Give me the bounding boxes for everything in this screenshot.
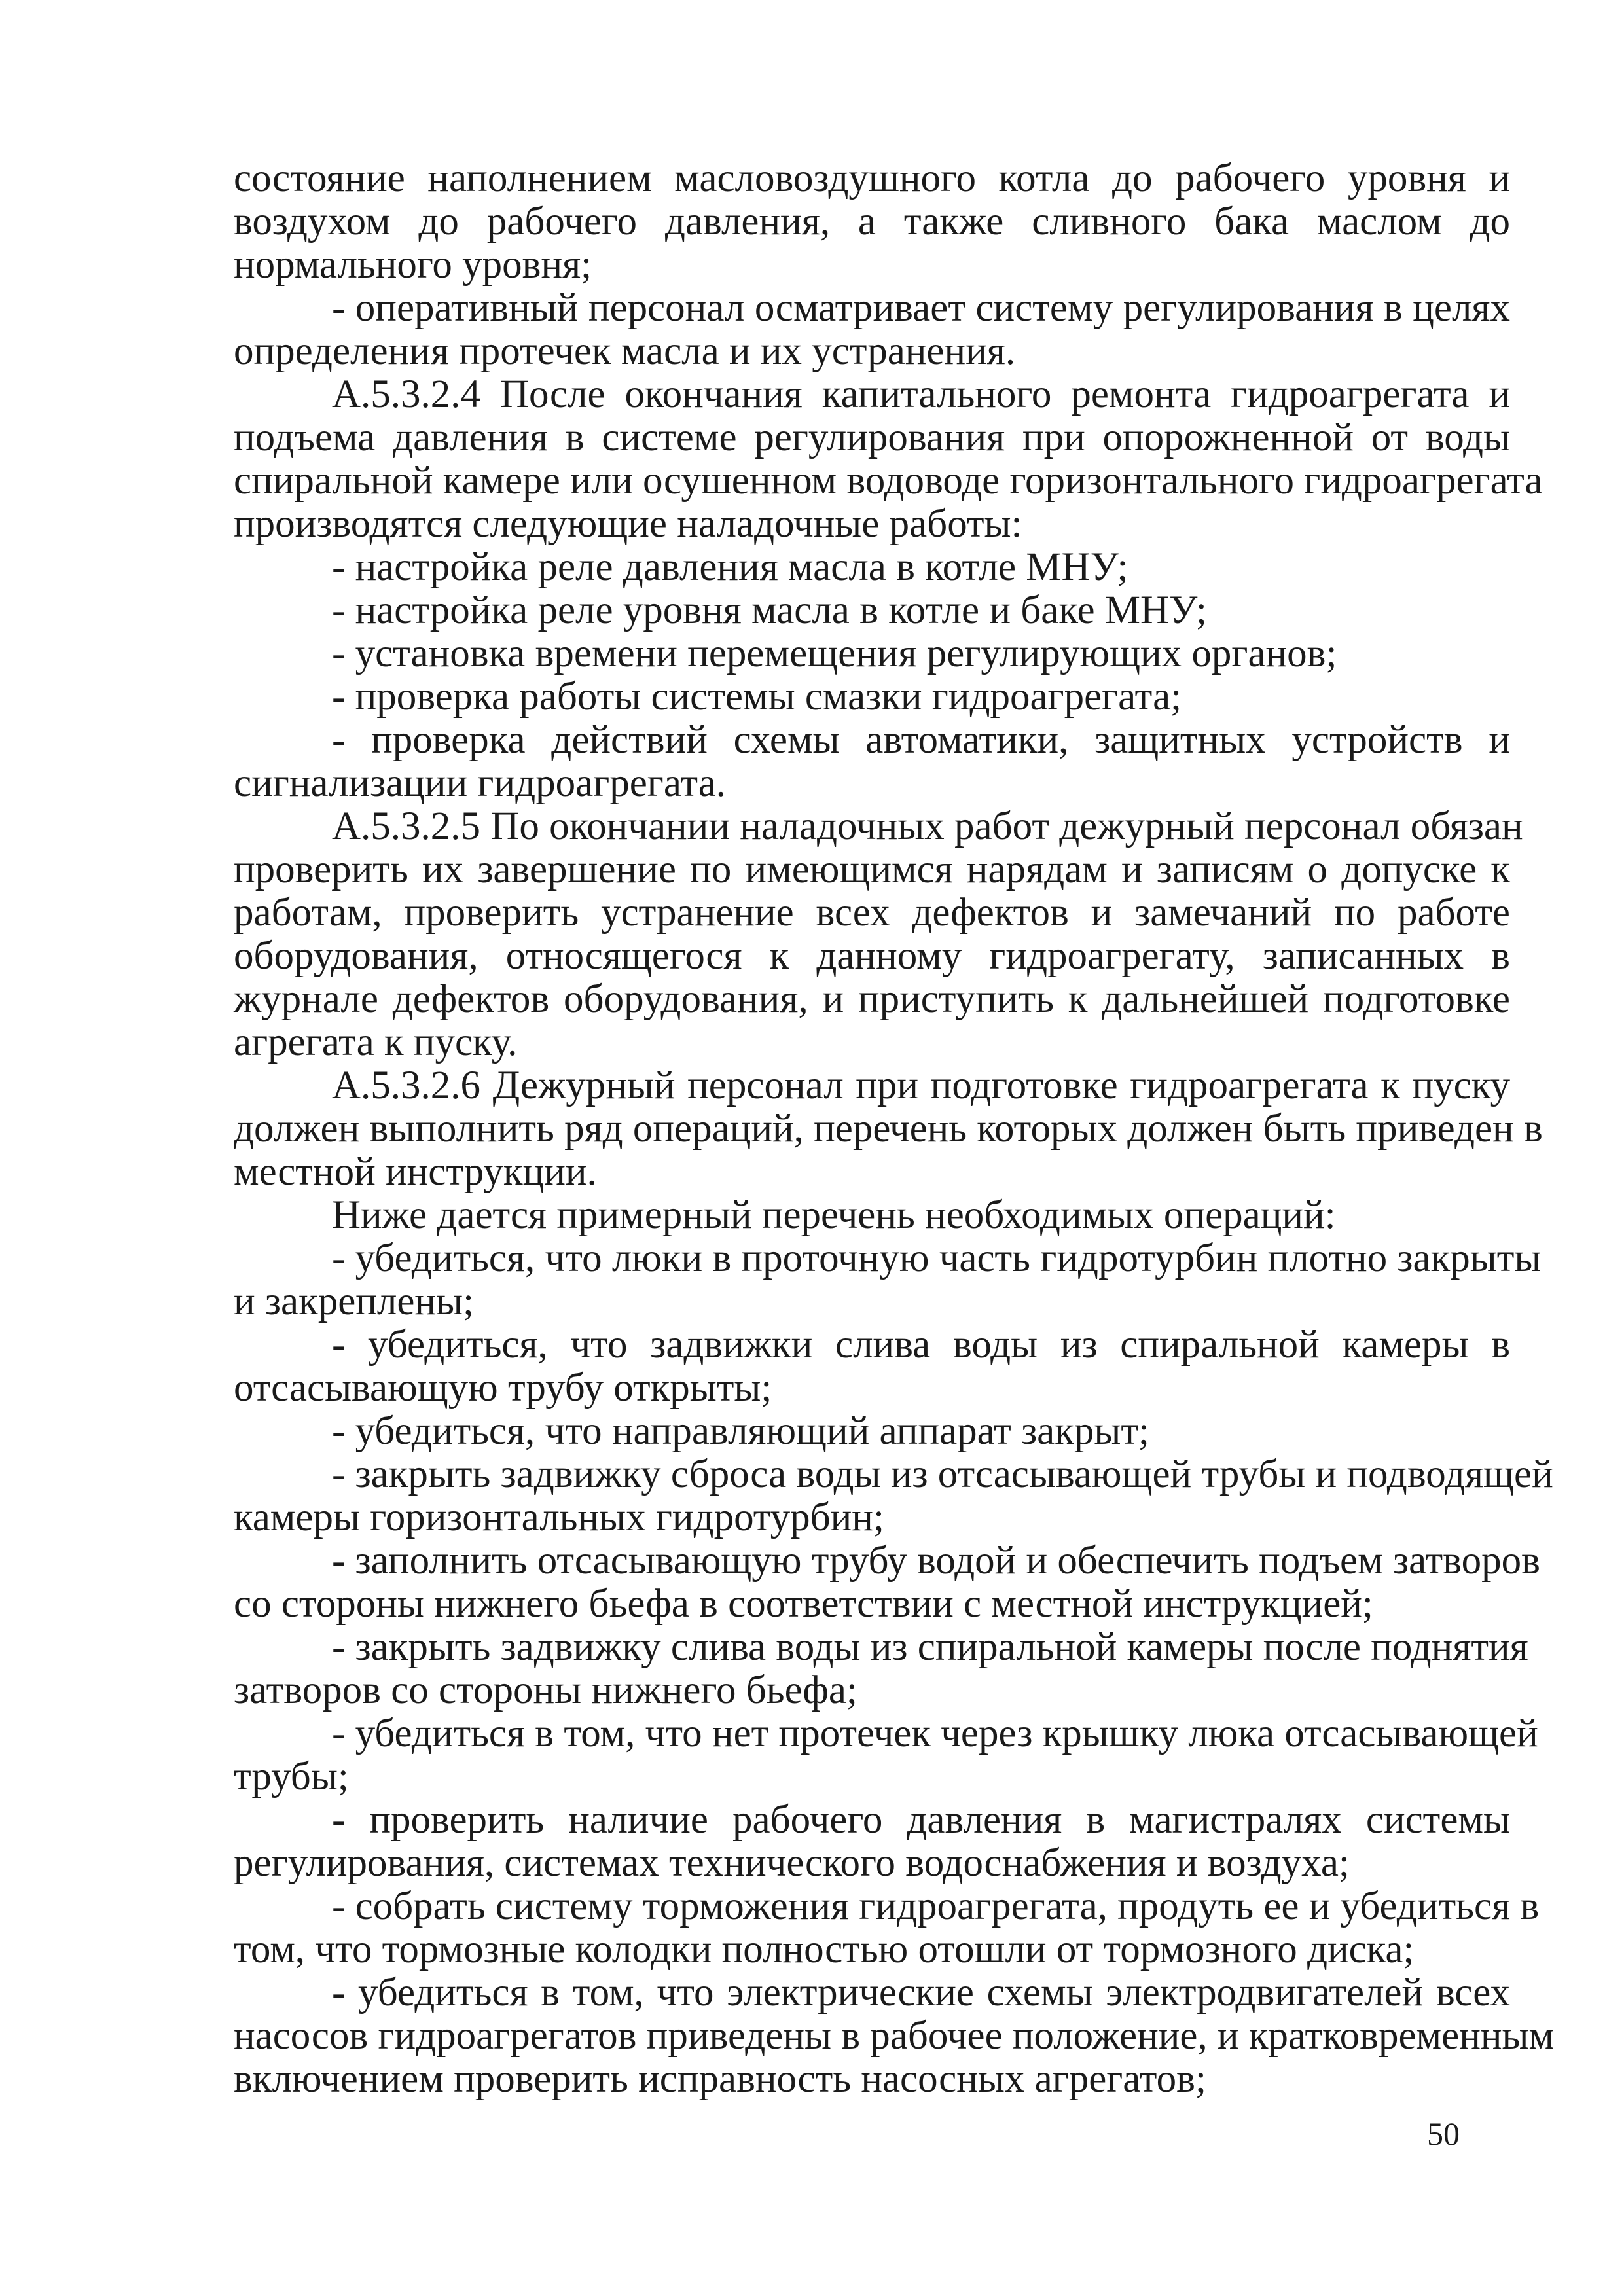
- text-line: - проверить наличие рабочего давления в магистралях системы: [332, 1798, 1510, 1842]
- text-line: - убедиться в том, что электрические схемы электродвигателей всех: [332, 1971, 1510, 2015]
- text-line: должен выполнить ряд операций, перечень которых должен быть приведен в: [234, 1107, 1543, 1151]
- text-line: насосов гидроагрегатов приведены в рабочее положение, и кратковременным: [234, 2014, 1555, 2058]
- text-line: регулирования, системах технического водоснабжения и воздуха;: [234, 1841, 1350, 1885]
- text-line: - закрыть задвижку слива воды из спиральной камеры после поднятия: [332, 1625, 1528, 1669]
- text-line: определения протечек масла и их устранения.: [234, 329, 1016, 373]
- text-line: - закрыть задвижку сброса воды из отсасывающей трубы и подводящей: [332, 1452, 1553, 1496]
- text-line: камеры горизонтальных гидротурбин;: [234, 1496, 884, 1539]
- text-line: оборудования, относящегося к данному гидроагрегату, записанных в: [234, 934, 1510, 978]
- page-number: 50: [1427, 2115, 1460, 2152]
- text-line: - собрать систему торможения гидроагрегата, продуть ее и убедиться в: [332, 1884, 1540, 1928]
- text-line: воздухом до рабочего давления, а также сливного бака маслом до: [234, 200, 1510, 243]
- text-line: нормального уровня;: [234, 243, 592, 287]
- text-line: - убедиться, что направляющий аппарат закрыт;: [332, 1409, 1149, 1453]
- text-line: со стороны нижнего бьефа в соответствии с местной инструкцией;: [234, 1582, 1373, 1626]
- text-line: местной инструкции.: [234, 1150, 597, 1194]
- text-line: подъема давления в системе регулирования при опорожненной от воды: [234, 416, 1510, 459]
- text-line: Ниже дается примерный перечень необходимых операций:: [332, 1193, 1336, 1237]
- text-line: затворов со стороны нижнего бьефа;: [234, 1668, 857, 1712]
- text-line: А.5.3.2.5 По окончании наладочных работ дежурный персонал обязан: [332, 804, 1523, 848]
- text-line: том, что тормозные колодки полностью отошли от тормозного диска;: [234, 1928, 1415, 1971]
- text-line: А.5.3.2.4 После окончания капитального ремонта гидроагрегата и: [332, 372, 1510, 416]
- text-line: состояние наполнением масловоздушного котла до рабочего уровня и: [234, 156, 1510, 200]
- text-line: и закреплены;: [234, 1280, 475, 1323]
- text-line: - настройка реле давления масла в котле МНУ;: [332, 545, 1128, 589]
- text-line: включением проверить исправность насосных агрегатов;: [234, 2057, 1206, 2101]
- text-line: - убедиться в том, что нет протечек через крышку люка отсасывающей: [332, 1712, 1538, 1755]
- text-line: А.5.3.2.6 Дежурный персонал при подготовке гидроагрегата к пуску: [332, 1064, 1510, 1107]
- text-line: трубы;: [234, 1755, 349, 1799]
- text-line: отсасывающую трубу открыты;: [234, 1366, 772, 1410]
- text-line: проверить их завершение по имеющимся нарядам и записям о допуске к: [234, 848, 1510, 891]
- text-line: - проверка работы системы смазки гидроагрегата;: [332, 675, 1182, 719]
- text-line: - установка времени перемещения регулирующих органов;: [332, 632, 1337, 675]
- text-line: - убедиться, что люки в проточную часть гидротурбин плотно закрыты: [332, 1236, 1542, 1280]
- text-line: агрегата к пуску.: [234, 1020, 518, 1064]
- text-line: - заполнить отсасывающую трубу водой и обеспечить подъем затворов: [332, 1539, 1540, 1583]
- text-line: производятся следующие наладочные работы:: [234, 502, 1022, 546]
- text-line: спиральной камере или осушенном водоводе горизонтального гидроагрегата: [234, 459, 1543, 503]
- text-line: работам, проверить устранение всех дефектов и замечаний по работе: [234, 891, 1510, 935]
- text-line: сигнализации гидроагрегата.: [234, 761, 727, 805]
- text-line: журнале дефектов оборудования, и приступить к дальнейшей подготовке: [234, 977, 1510, 1021]
- text-line: - оперативный персонал осматривает систему регулирования в целях: [332, 286, 1510, 330]
- text-line: - проверка действий схемы автоматики, защитных устройств и: [332, 718, 1510, 762]
- text-line: - настройка реле уровня масла в котле и баке МНУ;: [332, 588, 1207, 632]
- text-line: - убедиться, что задвижки слива воды из спиральной камеры в: [332, 1323, 1510, 1367]
